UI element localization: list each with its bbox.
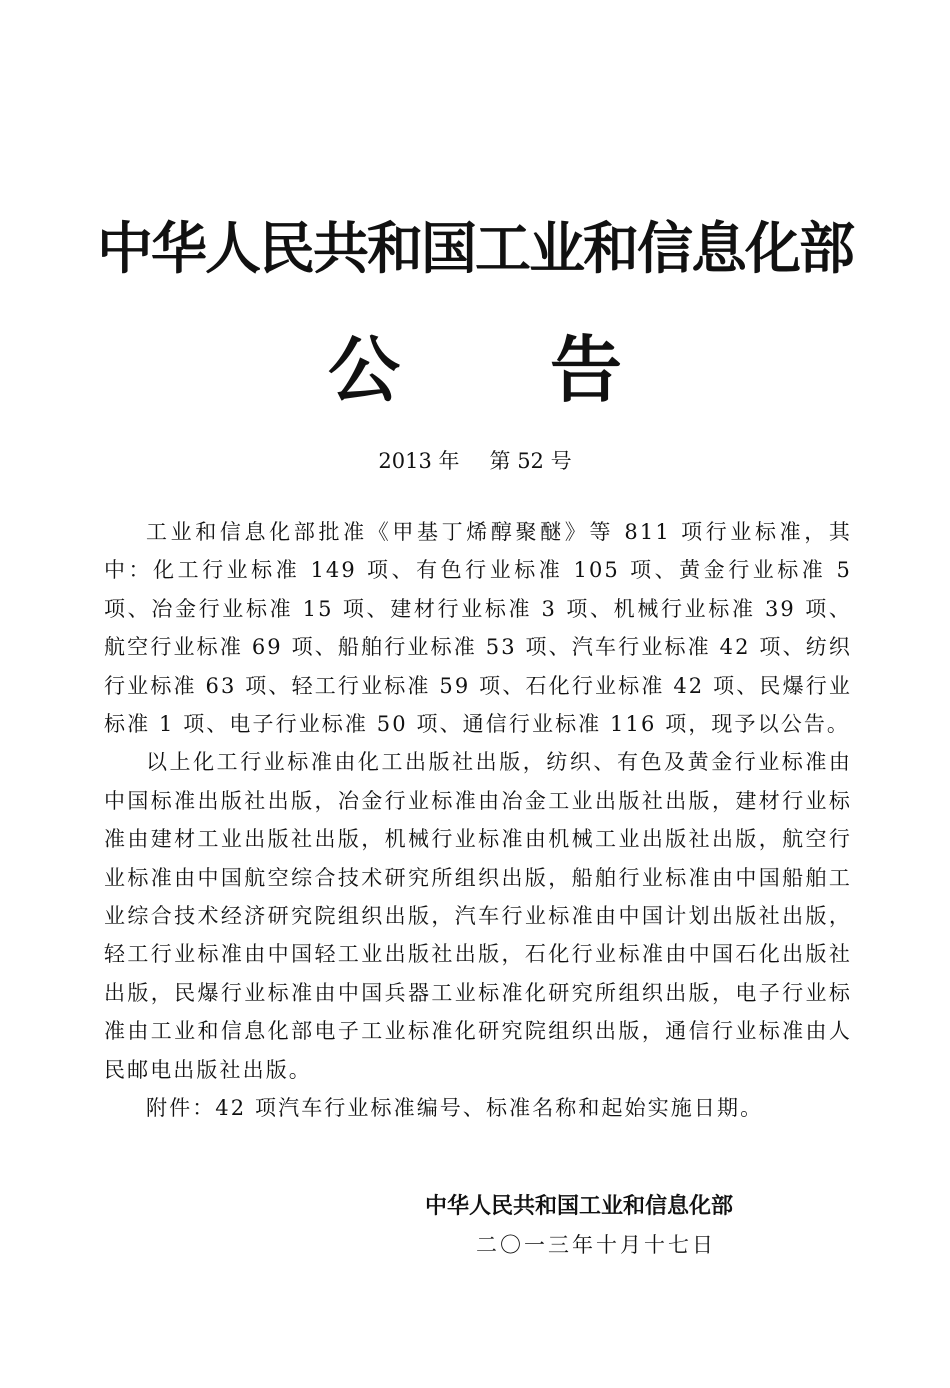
issue-year: 2013 年 [378, 449, 460, 473]
body-paragraph: 工业和信息化部批准《甲基丁烯醇聚醚》等 811 项行业标准，其中：化工行业标准 149 项、有色行业标准 105 项、黄金行业标准 5 项、冶金行业标准 15 项、建材行业标准 3 项、机械行业标准 39 项、航空行业标准 69 项、船舶行业标准 53 项、汽车行业标准 42 项、纺织行业标准 63 项、轻工行业标准 59 项、石化行业标准 42 项、民爆行业标准 1 项、电子行业标准 50 项、通信行业标准 116 项，现予以公告。 [104, 520, 852, 737]
notice-title: 公告 [327, 328, 772, 412]
issue-number: 第 52 号 [489, 449, 572, 473]
ministry-title: 中华人民共和国工业和信息化部 [97, 217, 853, 282]
notice-body [104, 513, 852, 1128]
body-paragraph: 以上化工行业标准由化工出版社出版，纺织、有色及黄金行业标准由中国标准出版社出版，冶金行业标准由冶金工业出版社出版，建材行业标准由建材工业出版社出版，机械行业标准由机械工业出版社出版，航空行业标准由中国航空综合技术研究所组织出版，船舶行业标准由中国船舶工业综合技术经济研究院组织出版，汽车行业标准由中国计划出版社出版，轻工行业标准由中国轻工业出版社出版，石化行业标准由中国石化出版社出版，民爆行业标准由中国兵器工业标准化研究所组织出版，电子行业标准由工业和信息化部电子工业标准化研究院组织出版，通信行业标准由人民邮电出版社出版。 [104, 750, 852, 1082]
signature-date: 二〇一三年十月十七日 [476, 1233, 716, 1257]
signature-organization: 中华人民共和国工业和信息化部 [425, 1194, 734, 1219]
issue-line [0, 446, 950, 476]
attachment-note: 附件：42 项汽车行业标准编号、标准名称和起始实施日期。 [146, 1096, 764, 1121]
